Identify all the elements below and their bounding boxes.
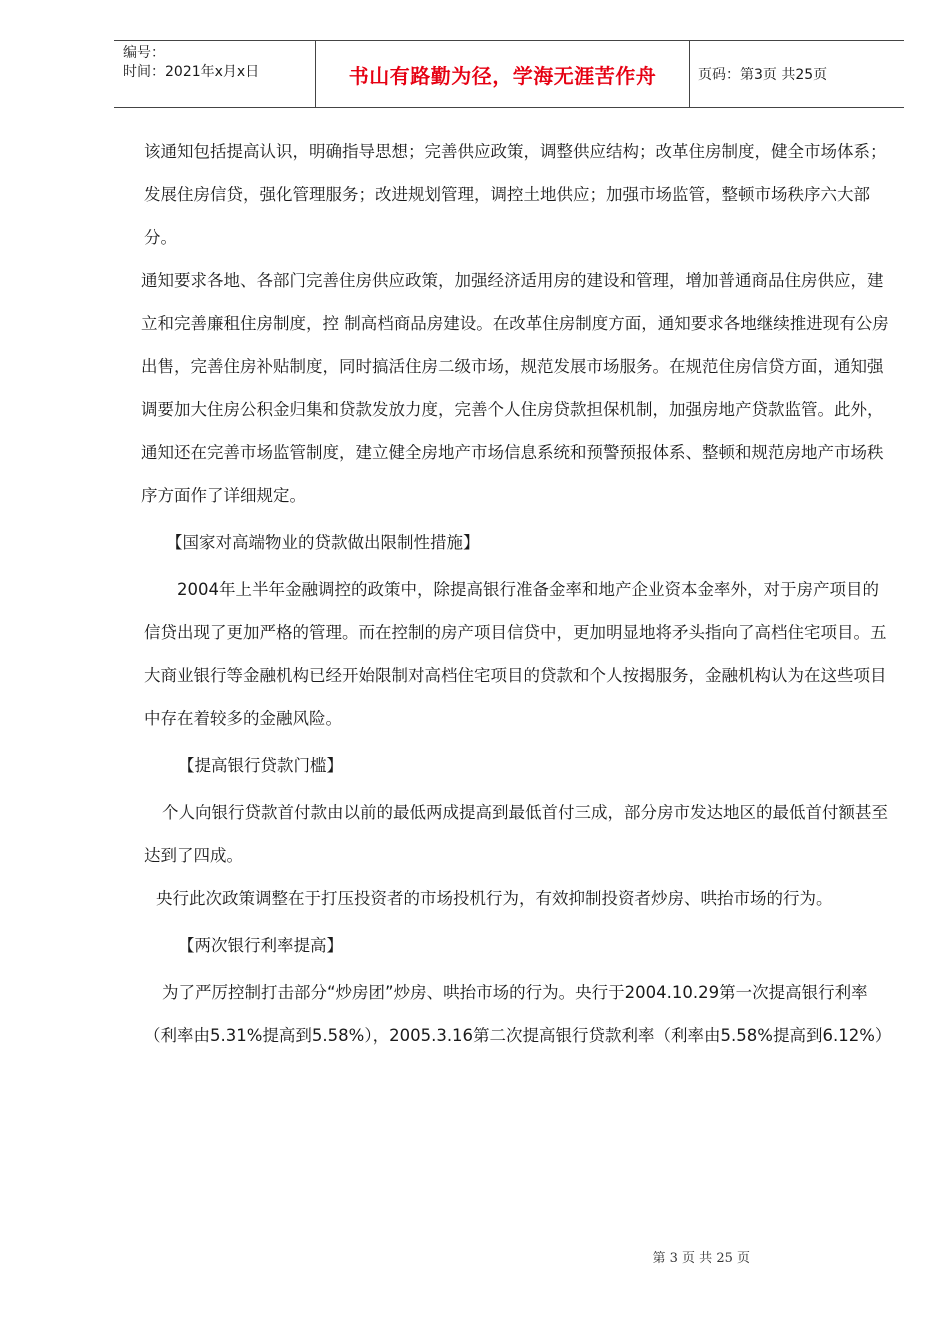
document-time-label: 时间：2021年x月x日 [123, 64, 260, 80]
paragraph-credit-control: 2004年上半年金融调控的政策中，除提高银行准备金率和地产企业资本金率外，对于房产项目的信贷出现了更加严格的管理。而在控制的房产项目信贷中，更加明显地将矛头指向了高档住宅项目。五大商业银行等金融机构已经开始限制对高档住宅项目的贷款和个人按揭服务，金融机构认为在这些项目中存在着较多的金融风险。 [144, 580, 887, 728]
paragraph-rate-hikes: 为了严厉控制打击部分“炒房团”炒房、哄抬市场的行为。央行于2004.10.29第一次提高银行利率（利率由5.31%提高到5.58%），2005.3.16第二次提高银行贷款利率（利率由5.58%提高到6.12%） [144, 983, 892, 1045]
header-meta [114, 41, 316, 107]
section-heading-high-end-loans: 【国家对高端物业的贷款做出限制性措施】 [166, 533, 480, 552]
header-motto: 书山有路勤为径，学海无涯苦作舟 [316, 41, 690, 107]
section-heading-rate-hikes: 【两次银行利率提高】 [178, 936, 343, 955]
paragraph-notice-summary: 该通知包括提高认识，明确指导思想；完善供应政策，调整供应结构；改革住房制度，健全市场体系；发展住房信贷，强化管理服务；改进规划管理，调控土地供应；加强市场监管，整顿市场秩序六大部分。 [144, 142, 887, 247]
paragraph-policy-purpose: 央行此次政策调整在于打压投资者的市场投机行为，有效抑制投资者炒房、哄抬市场的行为。 [156, 889, 833, 908]
paragraph-down-payment: 个人向银行贷款首付款由以前的最低两成提高到最低首付三成，部分房市发达地区的最低首付额甚至达到了四成。 [144, 803, 888, 865]
section-heading-loan-threshold: 【提高银行贷款门槛】 [178, 756, 343, 775]
document-body [141, 130, 892, 1057]
page-header [114, 40, 904, 108]
paragraph-notice-requirements: 通知要求各地、各部门完善住房供应政策，加强经济适用房的建设和管理，增加普通商品住房供应，建立和完善廉租住房制度，控 制高档商品房建设。在改革住房制度方面，通知要求各地继续推进现有公房出售，完善住房补贴制度，同时搞活住房二级市场，规范发展市场服务。在规范住房信贷方面，通知强调要加大住房公积金归集和贷款发放力度，完善个人住房贷款担保机制，加强房地产贷款监管。此外，通知还在完善市场监管制度，建立健全房地产市场信息系统和预警预报体系、整顿和规范房地产市场秩序方面作了详细规定。 [141, 271, 889, 505]
header-page-code: 页码：第3页 共25页 [698, 67, 828, 83]
document-number-label: 编号： [123, 45, 165, 61]
page-footer: 第 3 页 共 25 页 [652, 1251, 750, 1266]
